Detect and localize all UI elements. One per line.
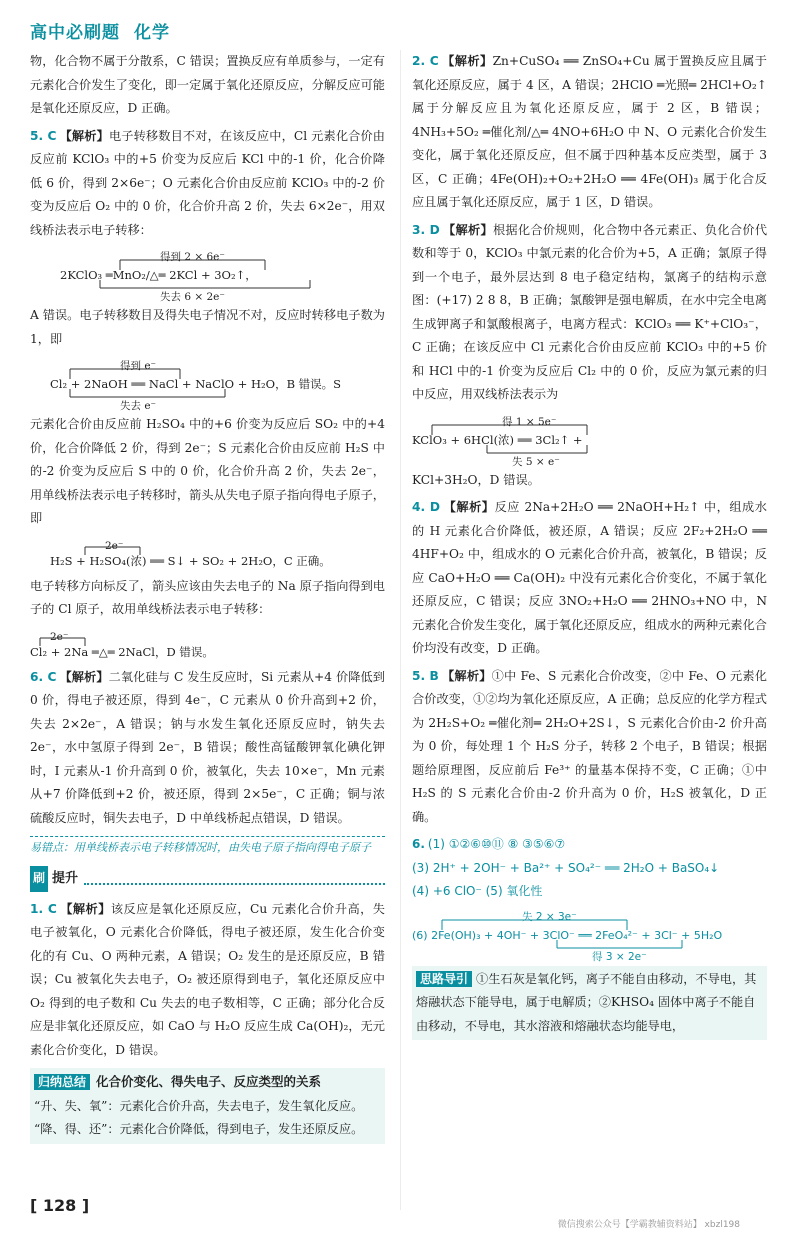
r-q6-answer-3: (4) +6 ClO⁻ (5) 氧化性 (412, 884, 543, 898)
r-q3-block (412, 219, 767, 407)
section-header (30, 866, 385, 892)
r-q3-tail: KCl+3H₂O，D 错误。 (412, 472, 540, 487)
q5-diagram-2-top: 得到 e⁻ (120, 360, 157, 372)
section-title: 提升 (52, 871, 79, 886)
right-column (412, 50, 767, 1040)
q5-text-2: A 错误。电子转移数目及得失电子情况不对，反应时转移电子数为 1，即 (30, 308, 385, 346)
q5-tag: 【解析】 (59, 128, 109, 143)
r-q3-tag: 【解析】 (442, 222, 493, 237)
summary-line-2: “降、得、还”：元素化合价降低，得到电子，发生还原反应。 (34, 1122, 364, 1136)
section-badge: 刷 (30, 866, 48, 892)
q5-diagram-1 (30, 246, 385, 303)
summary-head: 化合价变化、得失电子、反应类型的关系 (96, 1074, 322, 1089)
q5-diagram-3-top: 2e⁻ (105, 539, 124, 552)
r-q2-text: Zn+CuSO₄ ══ ZnSO₄+Cu 属于置换反应且属于氧化还原反应，属于 4 区，A 错误；2HClO ═光照═ 2HCl+O₂↑ 属于分解反应且为氧化还原反应，属于 2 区，B 错误；4NH₃+5O₂ ═催化剂/△═ 4NO+6H₂O 中 N、O 元素化合价发生变化，属于氧化还原反应，但不属于四种基本反应类型，属于 3 区，C 正确；4Fe(OH)₂+O₂+2H₂O ══ 4Fe(OH)₃ 属于化合反应且属于氧化还原反应，属于 1 区，D 错误。 (412, 54, 767, 209)
column-divider (400, 50, 401, 1210)
r-q6-answer-2: (3) 2H⁺ + 2OH⁻ + Ba²⁺ + SO₄²⁻ ══ 2H₂O + BaSO₄↓ (412, 860, 720, 875)
q6-note: 易错点：用单线桥表示电子转移情况时，由失电子原子指向得电子原子 (30, 836, 385, 856)
hint-text: ①生石灰是氧化钙，离子不能自由移动，不导电，其熔融状态下能导电，属于电解质；②KHSO₄ 固体中离子不能自由移动，不导电，其水溶液和熔融状态均能导电， (416, 971, 757, 1033)
r-q6-block (412, 833, 767, 963)
q5-diagram-1-bottom: 失去 6 × 2e⁻ (160, 291, 225, 303)
r-q6-diagram-eq: (6) 2Fe(OH)₃ + 4OH⁻ + 3ClO⁻ ══ 2FeO₄²⁻ + 3Cl⁻ + 5H₂O (412, 928, 723, 942)
r-q5-tag: 【解析】 (441, 668, 492, 683)
q5-block (30, 125, 385, 243)
page-number: [ 128 ] (30, 1196, 90, 1215)
left-column (30, 50, 385, 1144)
r-q5-number: 5. B (412, 668, 439, 683)
section-dots (84, 873, 385, 885)
q5-text-4: 电子转移方向标反了，箭头应该由失去电子的 Na 原子指向得到电子的 Cl 原子，故用单线桥法表示电子转移： (30, 578, 385, 616)
q5-text-1: 电子转移数目不对，在该反应中，Cl 元素化合价由反应前 KClO₃ 中的+5 价变为反应后 KCl 中的-1 价，化合价降低 6 价，得到 2×6e⁻；O 元素化合价由反应前 KClO₃ 中的-2 价变为反应后 O₂ 中的 0 价，化合价升高 2 价，失去 6×2e⁻，用双线桥法表示电子转移： (30, 128, 385, 237)
q5-diagram-2 (30, 355, 385, 412)
r-q3-diagram-bottom: 失 5 × e⁻ (512, 455, 560, 468)
r-q4-tag: 【解析】 (443, 500, 495, 514)
q5-text-3: 元素化合价由反应前 H₂SO₄ 中的+6 价变为反应后 SO₂ 中的+4 价，化合价降低 2 价，得到 2e⁻；S 元素化合价由反应前 H₂S 中的-2 价变为反应后 S 中的 0 价，化合价升高 2 价，失去 2e⁻，用单线桥法表示电子转移时，箭头从失电子原子指向得电子原子，即 (30, 417, 385, 525)
q5-diagram-1-eq: 2KClO₃ ═MnO₂/△═ 2KCl + 3O₂↑， (60, 268, 257, 282)
r-q6-diagram-bottom: 得 3 × 2e⁻ (592, 950, 647, 963)
q5-diagram-2-bottom: 失去 e⁻ (120, 400, 157, 412)
q5-diagram-4-eq: Cl₂ + 2Na ═△═ 2NaCl，D 错误。 (30, 644, 214, 659)
q1-block (30, 898, 385, 1063)
q5-diagram-3-eq: H₂S + H₂SO₄(浓) ══ S↓ + SO₂ + 2H₂O，C 正确。 (50, 553, 331, 568)
hint-box (412, 966, 767, 1041)
r-q3-diagram (412, 411, 767, 468)
q5-diagram-4 (30, 626, 385, 662)
subject-title: 化学 (134, 23, 170, 43)
r-q3-diagram-eq: KClO₃ + 6HCl(浓) ══ 3Cl₂↑ + (412, 432, 583, 447)
q6-block (30, 666, 385, 831)
q5-diagram-4-top: 2e⁻ (50, 630, 69, 643)
r-q6-diagram (412, 906, 767, 963)
r-q6-diagram-top: 失 2 × 3e⁻ (522, 910, 577, 923)
q5-diagram-3 (30, 535, 385, 571)
summary-badge: 归纳总结 (34, 1074, 90, 1090)
q1-tag: 【解析】 (59, 901, 111, 916)
r-q2-block (412, 50, 767, 215)
r-q3-number: 3. D (412, 222, 440, 237)
q1-number: 1. C (30, 901, 57, 916)
summary-line-1: “升、失、氧”：元素化合价升高，失去电子，发生氧化反应。 (34, 1098, 364, 1113)
intro-paragraph: 物，化合物不属于分散系，C 错误；置换反应有单质参与，一定有元素化合价发生了变化，即一定属于氧化还原反应，分解反应可能是氧化还原反应，D 正确。 (30, 54, 385, 115)
r-q3-text: 根据化合价规则，化合物中各元素正、负化合价代数和等于 0，KClO₃ 中氯元素的化合价为+5，A 正确；氯原子得到一个电子，最外层达到 8 电子稳定结构，氯离子的结构示意图：(+17) 2 8 8，B 正确；氯酸钾是强电解质，在水中完全电离生成钾离子和氯酸根离子，电离方程式：KClO₃ ══ K⁺+ClO₃⁻，C 正确；在该反应中 Cl 元素化合价由反应前 KClO₃ 中的+5 价和 HCl 中的-1 价变为反应后 Cl₂ 中的 0 价，反应为氯元素的归中反应，用双线桥法表示为 (412, 222, 768, 401)
hint-badge: 思路导引 (416, 971, 472, 987)
q6-text: 二氧化硅与 C 发生反应时，Si 元素从+4 价降低到 0 价，得电子被还原，得到 4e⁻，C 元素从 0 价升高到+2 价，失去 2×2e⁻，A 错误；钠与水发生氧化还原反应时，钠失去 2e⁻，水中氢原子得到 2e⁻，B 错误；酸性高锰酸钾氧化碘化钾时，I 元素从-1 价升高到 0 价，被氧化，失去 10×e⁻，Mn 元素从+7 价降低到+2 价，被还原，得到 2×5e⁻，C 正确；铜与浓硫酸反应时，铜失去电子，D 中单线桥起点错误，D 错误。 (30, 669, 385, 825)
page-header (30, 18, 170, 43)
q1-text: 该反应是氧化还原反应，Cu 元素化合价升高，失电子被氧化，O 元素化合价降低，得电子被还原，发生化合价变化的有 Cu、O 两种元素，A 错误；O₂ 发生的是还原反应，B 错误；Cu 被氧化失去电子，O₂ 被还原得到电子，氧化还原反应中 O₂ 得到的电子数和 Cu 失去的电子数相等，C 正确；部分化合反应是非氧化还原反应，如 CaO 与 H₂O 反应生成 Ca(OH)₂，无元素化合价变化，D 错误。 (30, 901, 385, 1057)
summary-box (30, 1068, 385, 1144)
q6-tag: 【解析】 (59, 669, 109, 684)
r-q6-number: 6. (412, 837, 425, 851)
q5-diagram-2-eq: Cl₂ + 2NaOH ══ NaCl + NaClO + H₂O，B 错误。S (50, 377, 342, 391)
series-title: 高中必刷题 (30, 23, 120, 43)
r-q5-block (412, 665, 767, 830)
footer-watermark: 微信搜索公众号【学霸教辅资料站】 xbzl198 (557, 1220, 740, 1230)
r-q4-block (412, 496, 767, 661)
r-q2-number: 2. C (412, 54, 439, 68)
r-q2-tag: 【解析】 (441, 54, 493, 68)
q5-diagram-1-top: 得到 2 × 6e⁻ (160, 251, 225, 263)
r-q4-text: 反应 2Na+2H₂O ══ 2NaOH+H₂↑ 中，组成水的 H 元素化合价降低，被还原，A 错误；反应 2F₂+2H₂O ══ 4HF+O₂ 中，组成水的 O 元素化合价升高，被氧化，B 错误；反应 CaO+H₂O ══ Ca(OH)₂ 中没有元素化合价变化，不属于氧化还原反应，C 错误；反应 3NO₂+H₂O ══ 2HNO₃+NO 中，N 元素化合价发生变化，属于氧化还原反应，组成水的两种元素化合价均没有改变，D 正确。 (412, 500, 767, 655)
r-q4-number: 4. D (412, 500, 441, 514)
r-q5-text: ①中 Fe、S 元素化合价改变，②中 Fe、O 元素化合价改变，①②均为氧化还原反应，A 正确；总反应的化学方程式为 2H₂S+O₂ ═催化剂═ 2H₂O+2S↓，S 元素化合价由-2 价升高为 0 价，每处理 1 个 H₂S 分子，转移 2 个电子，B 错误；根据题给原理图，反应前后 Fe³⁺ 的量基本保持不变，C 正确；①中 H₂S 的 S 元素化合价由-2 价升高为 0 价，H₂S 被氧化，D 正确。 (412, 668, 767, 824)
r-q6-answer-1: (1) ①②⑥⑩⑪ ⑧ ③⑤⑥⑦ (427, 837, 566, 851)
q6-number: 6. C (30, 669, 57, 684)
r-q3-diagram-top: 得 1 × 5e⁻ (502, 415, 557, 428)
q5-number: 5. C (30, 128, 57, 143)
